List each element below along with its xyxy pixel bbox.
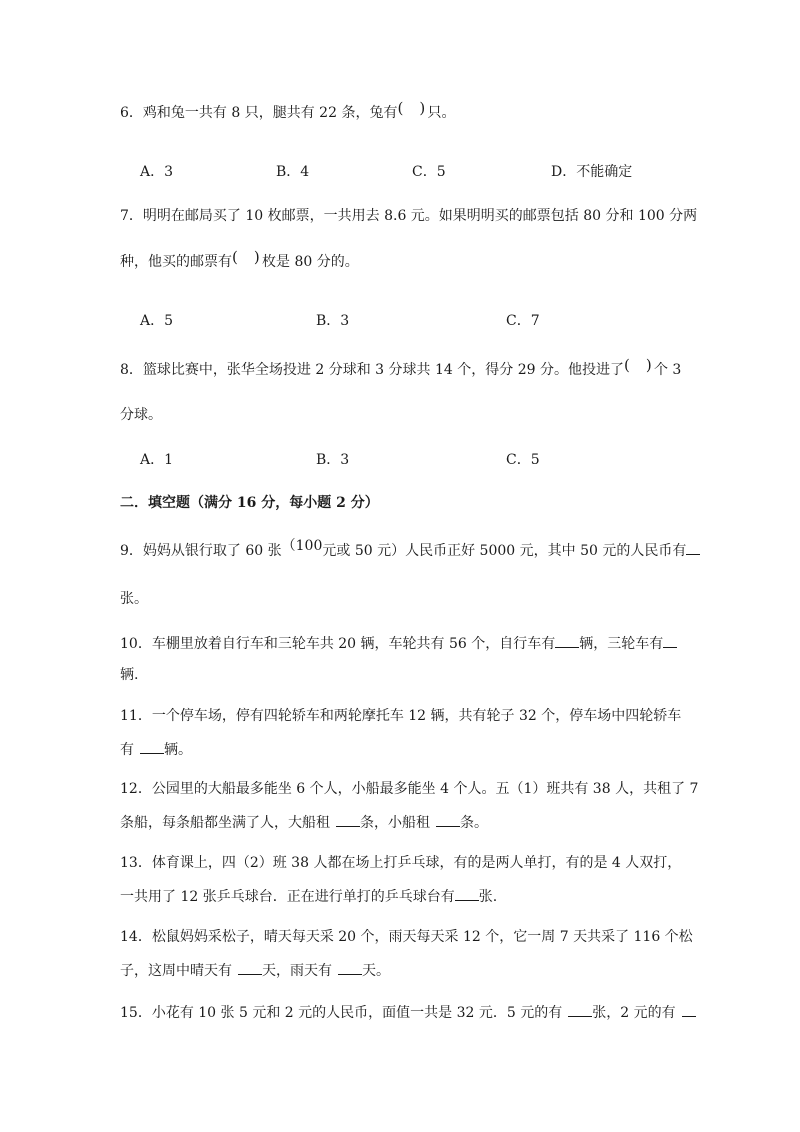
q12-text-line2-mid: 条，小船租 — [360, 815, 430, 831]
q14-rainy-days-blank[interactable] — [338, 960, 362, 975]
q14-text-line2: 子，这周中晴天有 — [120, 963, 232, 979]
q15-number: 15． — [120, 1005, 152, 1021]
q7-line2 — [120, 248, 359, 271]
q8-line2 — [120, 406, 162, 424]
q7-text-line2: 种，他买的邮票有 — [120, 254, 232, 270]
q10-tricycle-blank[interactable] — [663, 633, 677, 648]
q6-option-a: A．3 — [140, 164, 174, 180]
q14-line2 — [120, 960, 390, 980]
q13-text-line2: 一共用了 12 张乒乓球台．正在进行单打的乒乓球台有 — [120, 889, 455, 905]
q8-option-c: C．5 — [506, 452, 540, 468]
q9-number: 9． — [120, 543, 143, 559]
q15-two-yuan-blank[interactable] — [682, 1002, 696, 1017]
q10-line2 — [120, 666, 138, 684]
q13-text-line1: 体育课上，四（2）班 38 人都在场上打乒乓球，有的是两人单打，有的是 4 人双打， — [151, 855, 682, 871]
q12-text-line2: 条船，每条船都坐满了人，大船租 — [120, 815, 330, 831]
q14-text-line2-end: 天。 — [362, 963, 390, 979]
q13-line2 — [120, 886, 497, 906]
q9-text-line1-end: 元或 50 元）人民币正好 5000 元，其中 50 元的人民币有 — [322, 543, 687, 559]
q7-line1 — [120, 207, 697, 225]
q13-answer-blank[interactable] — [455, 886, 479, 901]
q6-text: 鸡和兔一共有 8 只，腿共有 22 条，兔有 — [142, 105, 398, 121]
section-heading-fill-in: 二．填空题（满分 16 分，每小题 2 分） — [120, 495, 379, 511]
q9-answer-blank[interactable] — [686, 540, 700, 555]
q6-option-c: C．5 — [412, 164, 446, 180]
q13-line1 — [120, 854, 681, 872]
q11-answer-blank[interactable] — [140, 739, 164, 754]
q11-text-line2: 有 — [120, 742, 134, 758]
q8-option-b: B．3 — [316, 452, 350, 468]
q9-text-paren-open: （100 — [281, 538, 323, 554]
q7-option-c: C．7 — [506, 313, 540, 329]
q13-number: 13． — [120, 855, 152, 871]
q15-text-line1-end: 张，2 元的有 — [592, 1005, 676, 1021]
q9-text-line2: 张。 — [120, 591, 148, 607]
q12-big-boat-blank[interactable] — [336, 812, 360, 827]
q15-line1 — [120, 1002, 696, 1022]
q11-text-line2-end: 辆。 — [164, 742, 192, 758]
q10-line1 — [120, 633, 677, 653]
q11-line1 — [120, 707, 681, 725]
q10-text-line1-mid: 辆，三轮车有 — [579, 636, 664, 652]
q6-number: 6． — [120, 105, 143, 121]
q14-sunny-days-blank[interactable] — [238, 960, 262, 975]
q15-text-line1: 小花有 10 张 5 元和 2 元的人民币，面值一共是 32 元．5 元的有 — [151, 1005, 563, 1021]
q12-text-line2-end: 条。 — [460, 815, 488, 831]
q10-text-line2: 辆. — [120, 667, 139, 683]
q11-line2 — [120, 739, 192, 759]
q14-text-line2-mid: 天，雨天有 — [262, 963, 332, 979]
q7-text-line2-end: 枚是 80 分的。 — [262, 254, 359, 270]
q6-answer-paren: ( ) — [397, 99, 426, 117]
q9-text-line1: 妈妈从银行取了 60 张 — [142, 543, 282, 559]
q12-small-boat-blank[interactable] — [436, 812, 460, 827]
q6-option-d: D．不能确定 — [551, 164, 633, 180]
q9-line2 — [120, 590, 148, 608]
q6-line — [120, 99, 456, 122]
q12-line2 — [120, 812, 488, 832]
q8-answer-paren: ( ) — [623, 356, 652, 374]
q8-text-line1-end: 个 3 — [653, 362, 682, 378]
q8-text-line2: 分球。 — [120, 407, 162, 423]
q6-option-b: B．4 — [276, 164, 310, 180]
q9-line1 — [120, 540, 700, 560]
q7-number: 7． — [120, 208, 143, 224]
q8-option-a: A．1 — [140, 452, 174, 468]
q11-number: 11． — [120, 708, 152, 724]
q8-line1 — [120, 356, 682, 379]
q14-text-line1: 松鼠妈妈采松子，晴天每天采 20 个，雨天每天采 12 个，它一周 7 天共采了 116 个松 — [151, 929, 693, 945]
q7-answer-paren: ( ) — [232, 248, 260, 266]
q12-text-line1: 公园里的大船最多能坐 6 个人，小船最多能坐 4 个人。五（1）班共有 38 人，共租了 7 — [151, 781, 699, 797]
q6-text-end: 只。 — [427, 105, 456, 121]
q7-option-a: A．5 — [140, 313, 174, 329]
q12-number: 12． — [120, 781, 152, 797]
q13-text-line2-end: 张. — [478, 889, 498, 905]
q10-number: 10． — [120, 636, 152, 652]
q11-text-line1: 一个停车场，停有四轮轿车和两轮摩托车 12 辆，共有轮子 32 个，停车场中四轮轿车 — [151, 708, 682, 724]
q7-text-line1: 明明在邮局买了 10 枚邮票，一共用去 8.6 元。如果明明买的邮票包括 80 分和 100 分两 — [142, 208, 698, 224]
q10-text-line1: 车棚里放着自行车和三轮车共 20 辆，车轮共有 56 个，自行车有 — [151, 636, 556, 652]
q7-option-b: B．3 — [316, 313, 350, 329]
q12-line1 — [120, 780, 698, 798]
q15-five-yuan-blank[interactable] — [568, 1002, 592, 1017]
q14-number: 14． — [120, 929, 152, 945]
q10-bicycle-blank[interactable] — [555, 633, 579, 648]
q14-line1 — [120, 928, 693, 946]
q8-number: 8． — [120, 362, 143, 378]
q8-text-line1: 篮球比赛中，张华全场投进 2 分球和 3 分球共 14 个，得分 29 分。他投进了 — [142, 362, 624, 378]
